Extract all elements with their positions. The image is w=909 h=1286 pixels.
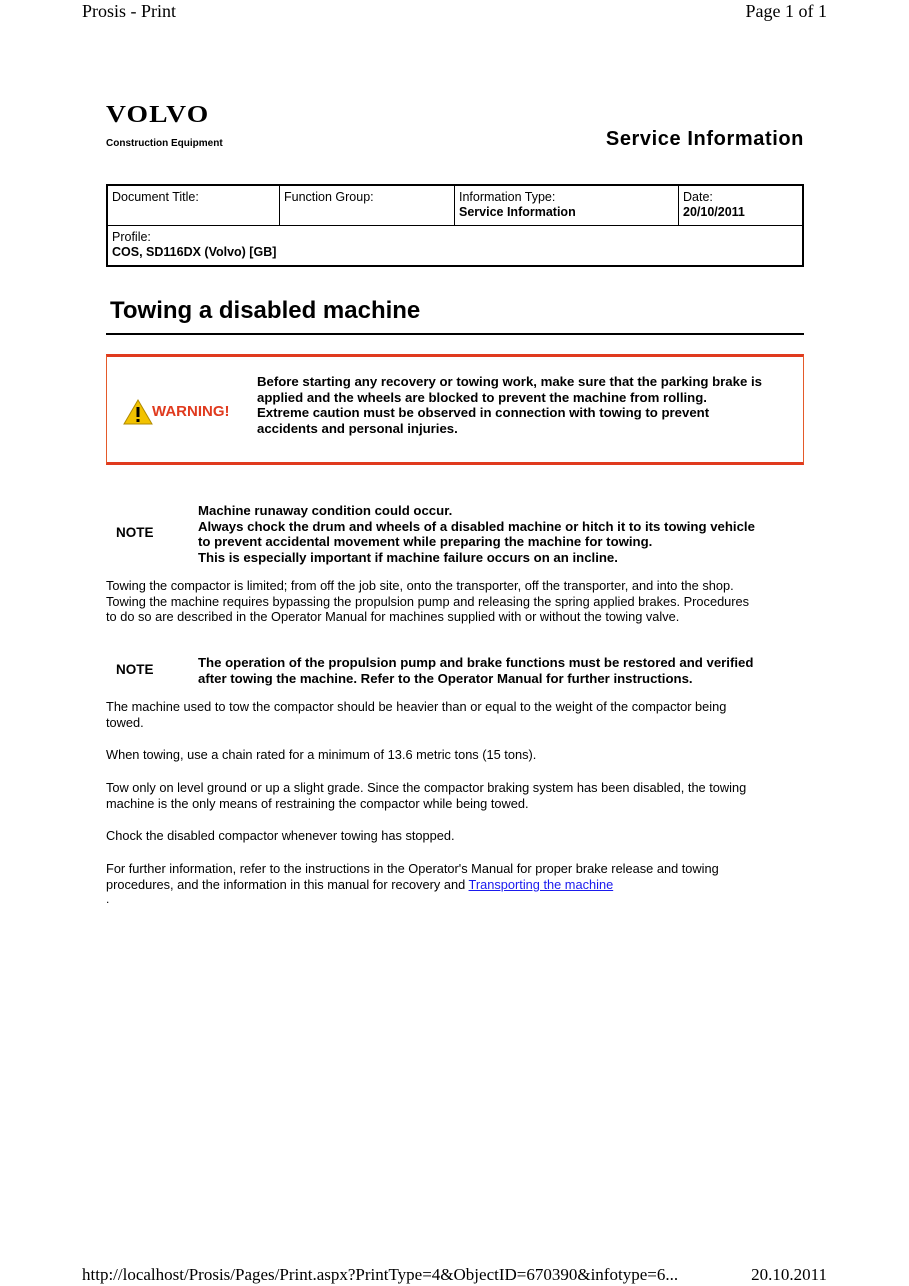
warning-label: WARNING! — [152, 403, 230, 420]
profile-label: Profile: — [112, 230, 151, 244]
note-line: to prevent accidental movement while preparing the machine for towing. — [198, 534, 653, 549]
function-group-cell — [279, 186, 454, 225]
warning-box — [106, 354, 804, 465]
note-line: The operation of the propulsion pump and brake functions must be restored and verified — [198, 655, 754, 670]
browser-footer-url: http://localhost/Prosis/Pages/Print.aspx?PrintType=4&ObjectID=670390&infotype=6... — [82, 1265, 679, 1284]
paragraph-line: Towing the compactor is limited; from off the job site, onto the transporter, off the transporter, and into the shop. — [106, 578, 734, 593]
paragraph-line: to do so are described in the Operator Manual for machines supplied with or without the towing valve. — [106, 609, 680, 624]
note-line: Machine runaway condition could occur. — [198, 503, 453, 518]
note-line: after towing the machine. Refer to the Operator Manual for further instructions. — [198, 670, 693, 686]
note-label: NOTE — [116, 525, 154, 540]
note-line: This is especially important if machine failure occurs on an incline. — [198, 549, 618, 565]
profile-value: COS, SD116DX (Volvo) [GB] — [112, 245, 277, 259]
document-title-cell — [108, 186, 279, 225]
paragraph-line — [106, 877, 806, 893]
date-label: Date: — [683, 190, 713, 204]
information-type-label: Information Type: — [459, 190, 556, 204]
browser-footer-date: 20.10.2011 — [751, 1265, 827, 1284]
paragraph-towing-limits — [106, 578, 806, 625]
note-text — [198, 655, 798, 686]
paragraph-line: For further information, refer to the instructions in the Operator's Manual for proper brake release and towing — [106, 861, 719, 876]
logo-wordmark: VOLVO — [106, 102, 210, 128]
paragraph-chock-compactor: Chock the disabled compactor whenever towing has stopped. — [106, 828, 455, 843]
function-group-label: Function Group: — [284, 190, 374, 204]
document-type-heading: Service Information — [605, 128, 804, 150]
paragraph-line: Towing the machine requires bypassing the propulsion pump and releasing the spring applied brakes. Procedures — [106, 593, 750, 609]
date-cell — [678, 186, 802, 225]
transporting-machine-link[interactable]: Transporting the machine — [468, 876, 614, 892]
paragraph-tow-vehicle-weight — [106, 699, 806, 730]
paragraph-line: towed. — [106, 714, 144, 730]
note-text — [198, 503, 798, 565]
info-row-top — [108, 186, 802, 225]
warning-line: Before starting any recovery or towing work, make sure that the parking brake is — [257, 374, 762, 389]
warning-line: Extreme caution must be observed in connection with towing to prevent — [257, 405, 710, 420]
information-type-value: Service Information — [459, 205, 576, 219]
paragraph-line-text: procedures, and the information in this manual for recovery and — [106, 876, 469, 892]
browser-header-page: Page 1 of 1 — [745, 1, 827, 21]
trailing-period: . — [106, 892, 110, 906]
paragraph-line: Tow only on level ground or up a slight grade. Since the compactor braking system has been disabled, the towing — [106, 780, 747, 795]
paragraph-line: The machine used to tow the compactor should be heavier than or equal to the weight of the compactor being — [106, 699, 727, 714]
logo-subtitle: Construction Equipment — [106, 138, 223, 149]
document-title-label: Document Title: — [112, 190, 199, 204]
browser-header-title: Prosis - Print — [82, 1, 177, 21]
warning-triangle-icon — [123, 398, 153, 426]
warning-line: accidents and personal injuries. — [257, 420, 458, 436]
warning-line: applied and the wheels are blocked to prevent the machine from rolling. — [257, 389, 707, 405]
paragraph-line: machine is the only means of restraining the compactor while being towed. — [106, 795, 529, 811]
warning-text — [257, 374, 797, 436]
note-line: Always chock the drum and wheels of a disabled machine or hitch it to its towing vehicle — [198, 518, 755, 534]
page-title: Towing a disabled machine — [110, 297, 421, 324]
paragraph-further-information — [106, 861, 806, 892]
document-info-table — [106, 184, 804, 267]
information-type-cell — [454, 186, 678, 225]
note-label: NOTE — [116, 662, 154, 677]
volvo-logo — [106, 103, 236, 149]
paragraph-level-ground — [106, 780, 806, 811]
info-row-profile — [108, 225, 802, 265]
profile-cell — [108, 226, 802, 265]
date-value: 20/10/2011 — [683, 205, 745, 219]
paragraph-chain-rating: When towing, use a chain rated for a minimum of 13.6 metric tons (15 tons). — [106, 747, 537, 762]
title-divider — [106, 333, 804, 335]
